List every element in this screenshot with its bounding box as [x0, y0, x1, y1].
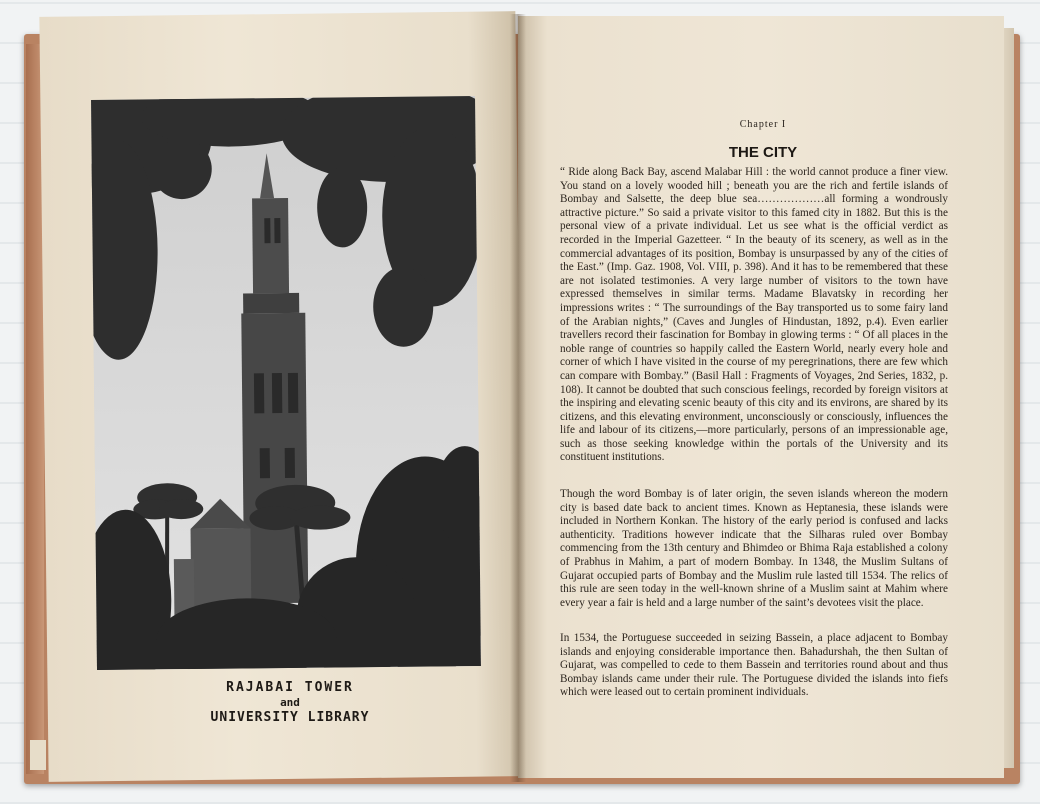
paragraph-3 [560, 632, 948, 700]
caption-line-3: UNIVERSITY LIBRARY [210, 710, 370, 725]
paragraph-2 [560, 488, 948, 610]
caption-line-1: RAJABAI TOWER [226, 680, 354, 695]
book-gutter [510, 14, 526, 782]
paragraph-2-text: Though the word Bombay is of later origin, the seven islands whereon the modern city is based date back to ancient times. Known as Heptanesia, these islands were included in Northern Konkan. The history of the early period is confused and lacks authenticity. Traditions however indicate that the Silharas ruled over Bombay commencing from the 13th century and Bhimdeo or Bhima Raja established a colony of Prabhus in Mahim, a part of modern Bombay. In 1348, the Muslim Sultans of Gujarat occupied parts of Bombay and the Muslim rule lasted till 1534. The relics of this rule are seen today in the well-known shrine of a Muslim saint at Mahim where every year a fair is held and a large number of the saint’s devotees visit the place. [560, 488, 948, 609]
rajabai-tower-photo [91, 96, 481, 670]
paragraph-3-text: In 1534, the Portuguese succeeded in seizing Bassein, a place adjacent to Bombay islands and enjoying considerable importance then. Bahadurshah, the then Sultan of Gujarat, was compelled to cede to them Bassein and territories round about and thus Bombay islands came under their rule. The Portuguese divided the islands into fiefs which were leased out to certain prominent individuals. [560, 632, 948, 699]
tower-photo-illustration [91, 96, 481, 670]
paragraph-1-text: “ Ride along Back Bay, ascend Malabar Hill : the world cannot produce a finer view. You stand on a lovely wooded hill ; beneath you are the rich and fertile islands of Bombay and Salsette, the deep blue sea………………all forming a wondrously attractive picture.” So said a private visitor to this famed city in 1882. But this is the personal view of a private individual. Let us see what is the official verdict as recorded in the Imperial Gazetteer. “ In the beauty of its scenery, as well as in the commercial advantages of its position, Bombay is unsurpassed by any of the cities of the East.” (Imp. Gaz. 1908, Vol. VIII, p. 398). And it has to be remembered that these are not isolated testimonies. A very large number of visitors to the town have expressed themselves in similar terms. Madame Blavatsky in recording her impressions writes : “ The surroundings of the Bay transported us to some fairy land of the Arabian nights,” (Caves and Jungles of Hindustan, 1892, p.4). Even earlier travellers record their fascination for Bombay in glowing terms : “ Of all places in the noble range of countries so happily called the Eastern World, nearly every hole and corner of which I have visited in the course of my peregrinations, there are few which can compare with Bombay.” (Basil Hall : Fragments of Voyages, 2nd Series, 1832, p. 108). It cannot be doubted that such conscious feelings, recorded by foreign visitors at the inspiring and elevating scenic beauty of this city and its environs, are shared by its citizens, and this elevating environment, unconsciously or consciously, influences the life and labour of its citizens,—more particularly, persons of an impressionable age, such as those seeking knowledge within the portals of the University and its constituent institutions. [560, 166, 948, 464]
paragraph-1 [560, 166, 948, 465]
chapter-title: THE CITY [728, 144, 798, 161]
photo-caption [180, 680, 400, 725]
torn-corner [30, 740, 46, 770]
chapter-label: Chapter I [739, 119, 787, 130]
caption-line-2: and [280, 696, 300, 709]
